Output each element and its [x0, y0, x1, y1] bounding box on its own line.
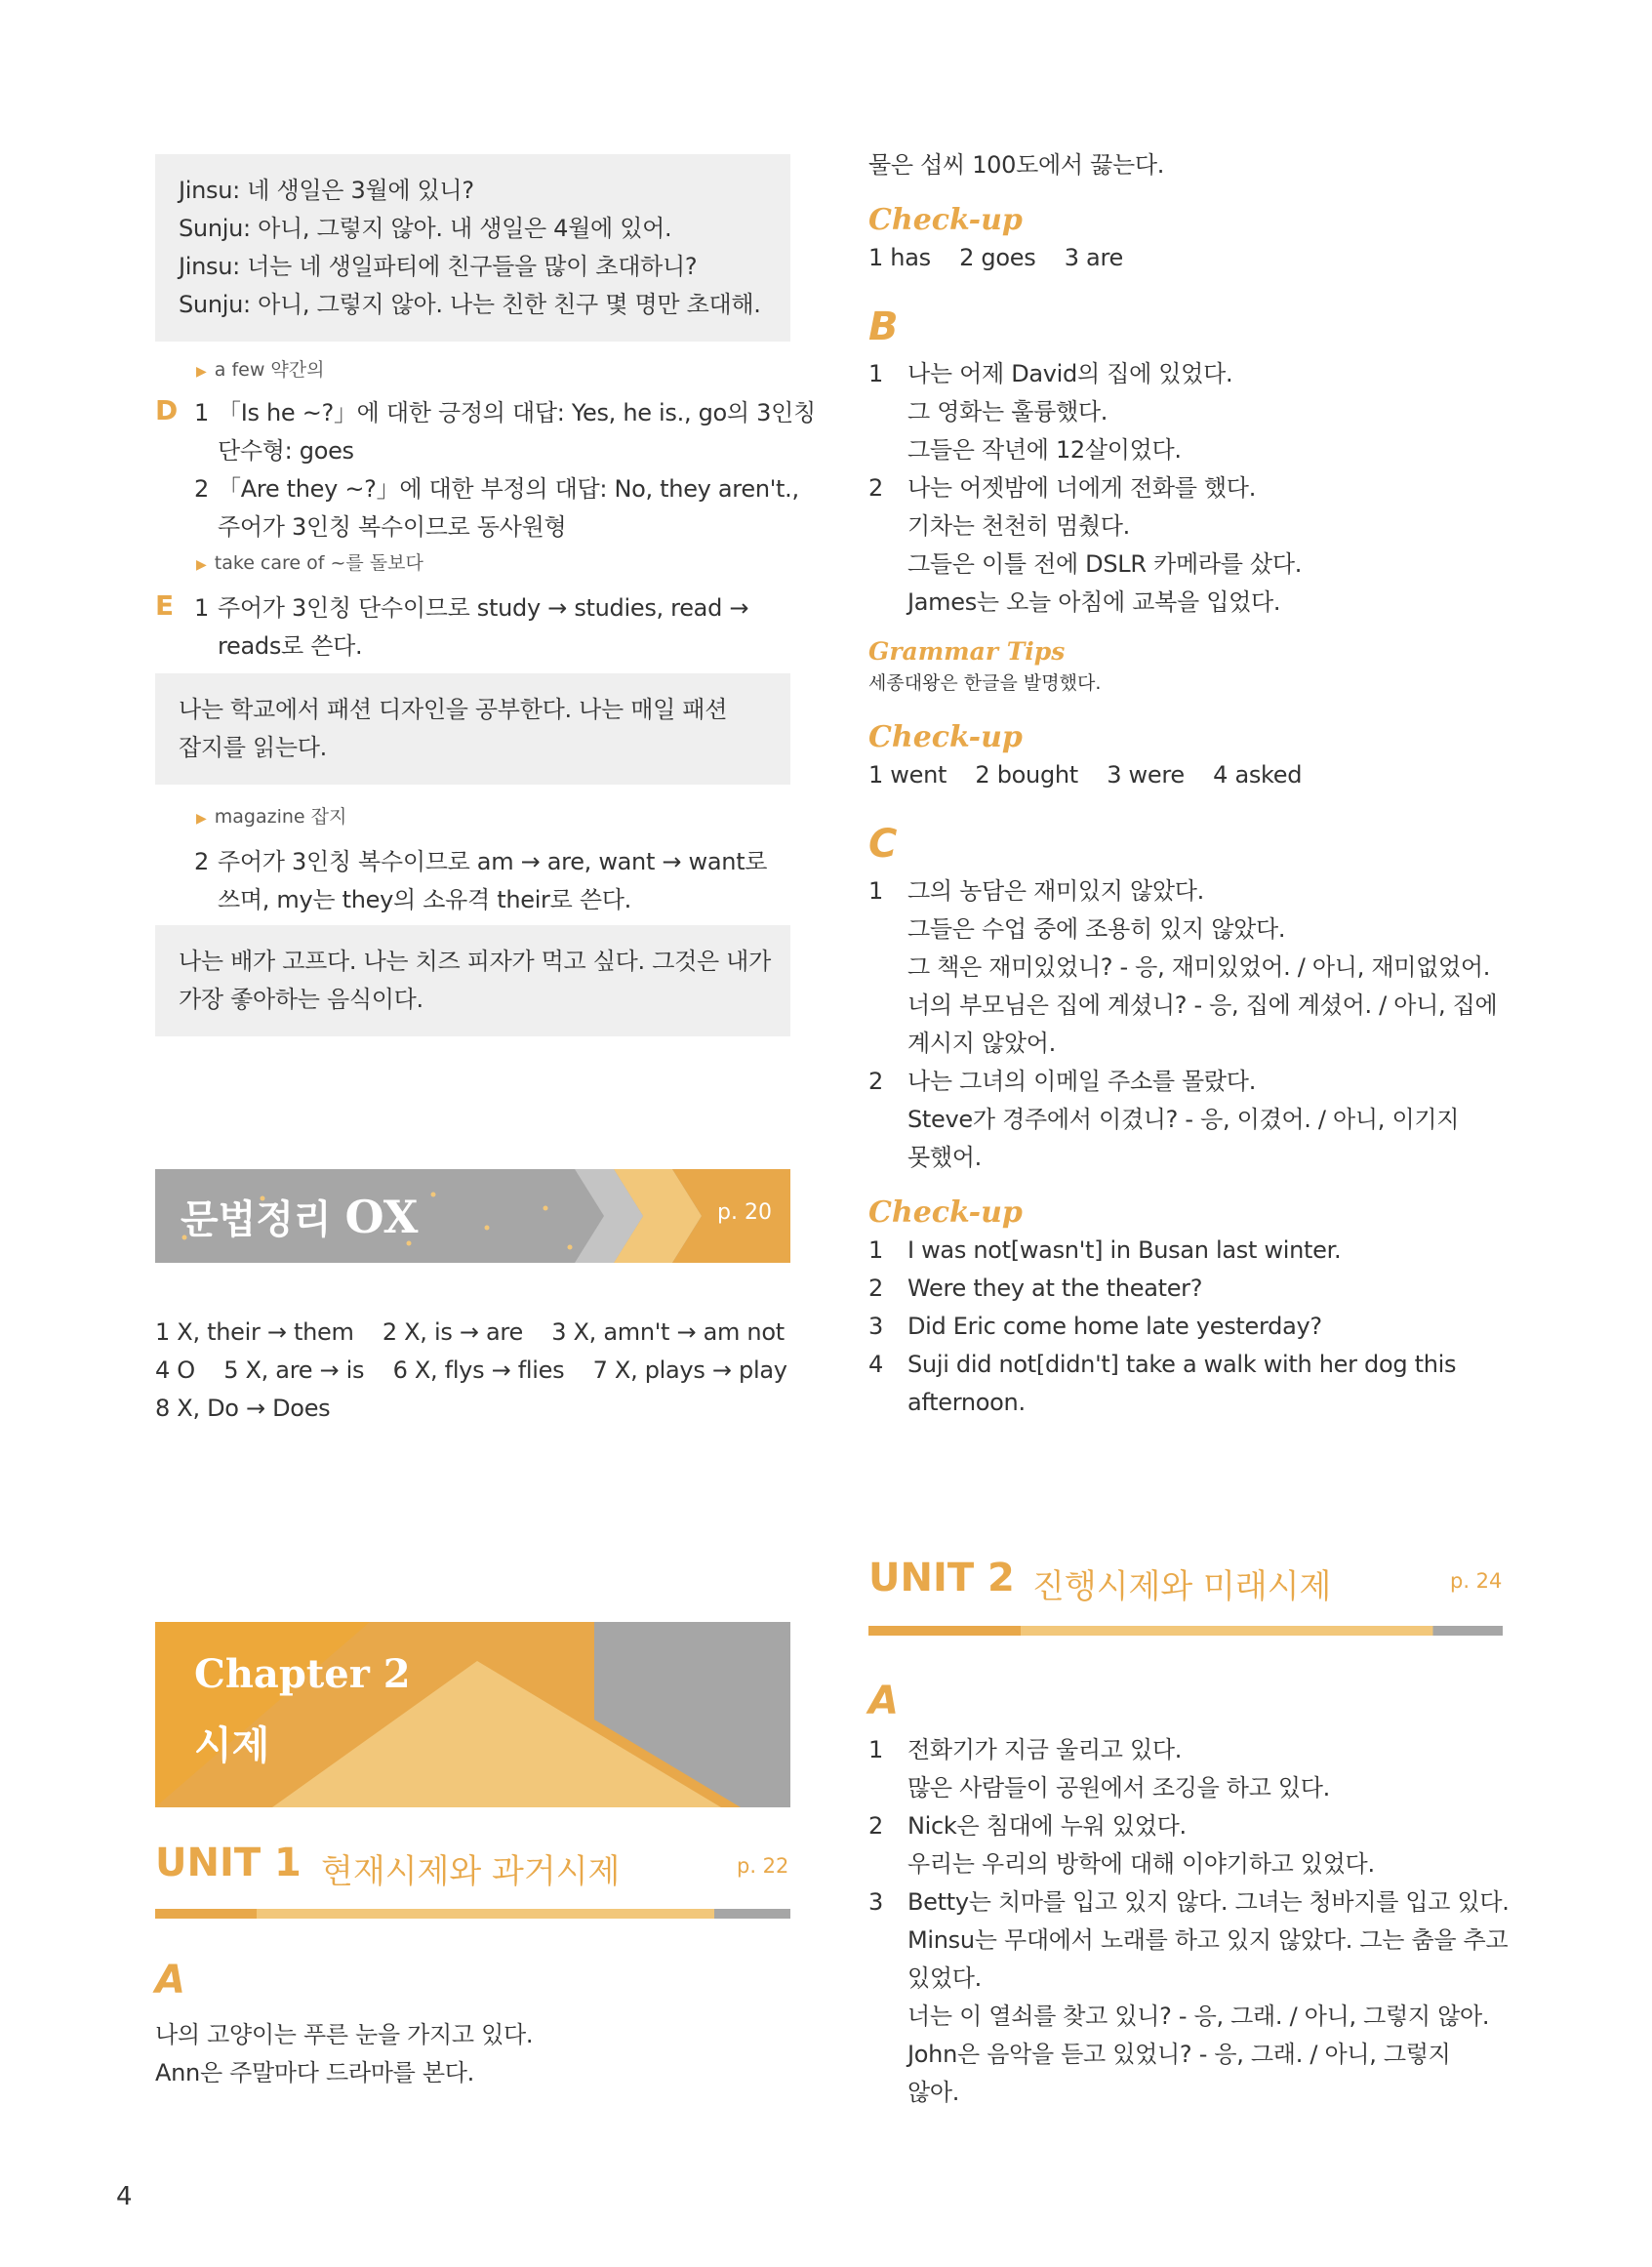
- chapter-subtitle: 시제: [194, 1723, 270, 1768]
- section-letter-d: D: [155, 394, 179, 426]
- answer-line: 물은 섭씨 100도에서 끓는다.: [868, 151, 1165, 179]
- answer-item: 2 Nick은 침대에 누워 있었다. 우리는 우리의 방학에 대해 이야기하고 있었다.: [868, 1812, 1375, 1878]
- unit1-label: UNIT 1: [155, 1841, 302, 1885]
- section-c-answers: [868, 872, 1503, 1177]
- right-column: [868, 146, 1503, 1422]
- triangle-icon: ▶: [196, 364, 207, 380]
- unit1-header: [155, 1841, 790, 1919]
- page-number: 4: [116, 2182, 133, 2211]
- chapter-title: Chapter 2: [194, 1651, 411, 1697]
- ox-label: OX: [344, 1191, 419, 1243]
- dialogue-line: Jinsu: 네 생일은 3월에 있니?: [179, 177, 474, 204]
- unit1-underline: [155, 1909, 790, 1919]
- answer-item: 3 Betty는 치마를 입고 있지 않다. 그녀는 청바지를 입고 있다. Minsu는 무대에서 노래를 하고 있지 않았다. 그는 춤을 추고 있었다. 너는 이 열쇠를 찾고 있니? - 응, 그래. / 아니, 그렇지 않아. John은 음악을 듣고 있었니? - 응, 그래. / 아니, 그렇지 않아.: [868, 1888, 1510, 2106]
- answer-item: 2 주어가 3인칭 복수이므로 am → are, want → want로 쓰며, my는 they의 소유격 their로 쓴다.: [194, 848, 768, 913]
- answer-item: 1 그의 농담은 재미있지 않았다. 그들은 수업 중에 조용히 있지 않았다. 그 책은 재미있었니? - 응, 재미있었어. / 아니, 재미없었어. 너의 부모님은 집에 계셨니? - 응, 집에 계셨어. / 아니, 집에 계시지 않았어.: [868, 877, 1498, 1057]
- unit2-section-a: [868, 1679, 1510, 2112]
- section-letter-c: C: [868, 822, 898, 867]
- chapter-banner: [155, 1622, 790, 1807]
- dialogue-line: Sunju: 아니, 그렇지 않아. 내 생일은 4월에 있어.: [179, 215, 672, 242]
- answer-item: 2 나는 어젯밤에 너에게 전화를 했다. 기차는 천천히 멈췄다. 그들은 이틀 전에 DSLR 카메라를 샀다. James는 오늘 아침에 교복을 입었다.: [868, 474, 1303, 616]
- grammar-tips-text: 세종대왕은 한글을 발명했다.: [868, 672, 1102, 694]
- unit2-underline: [868, 1626, 1503, 1636]
- checkup3-answers: [868, 1232, 1503, 1422]
- checkup-label: Check-up: [868, 203, 1023, 237]
- unit2-label: UNIT 2: [868, 1556, 1015, 1600]
- translation-box: 나는 배가 고프다. 나는 치즈 피자가 먹고 싶다. 그것은 내가 가장 좋아하는 음식이다.: [155, 925, 790, 1036]
- dialogue-line: Jinsu: 너는 네 생일파티에 친구들을 많이 초대하니?: [179, 253, 698, 280]
- unit1-section-a: A 나의 고양이는 푸른 눈을 가지고 있다. Ann은 주말마다 드라마를 본다.: [155, 1958, 790, 2092]
- ox-page-ref: p. 20: [717, 1200, 772, 1225]
- ox-banner: [155, 1169, 790, 1263]
- vocab-note: ▶ take care of ~를 돌보다: [196, 552, 423, 574]
- translation-box: 나는 학교에서 패션 디자인을 공부한다. 나는 매일 패션 잡지를 읽는다.: [155, 673, 790, 785]
- answer-item: 1 주어가 3인칭 단수이므로 study → studies, read → reads로 쓴다.: [194, 594, 749, 660]
- section-letter-b: B: [868, 304, 899, 349]
- answer-item: 2 Were they at the theater?: [868, 1275, 1203, 1302]
- checkup-label: Check-up: [868, 720, 1023, 754]
- unit1-title: 현재시제와 과거시제: [321, 1852, 621, 1891]
- section-b-answers: [868, 355, 1503, 622]
- ox-banner-title: 문법정리 OX: [181, 1191, 419, 1243]
- left-column: [155, 154, 816, 1036]
- vocab-note: ▶ a few 약간의: [196, 359, 325, 381]
- answer-item: 4 Suji did not[didn't] take a walk with her dog this afternoon.: [868, 1351, 1457, 1416]
- checkup-label: Check-up: [868, 1195, 1023, 1230]
- answer-item: 3 Did Eric come home late yesterday?: [868, 1313, 1322, 1340]
- answer-item: 1 나는 어제 David의 집에 있었다. 그 영화는 훌륭했다. 그들은 작년에 12살이었다.: [868, 360, 1233, 464]
- section-letter-a: A: [155, 1958, 185, 2003]
- checkup-answers: 1 went 2 bought 3 were 4 asked: [868, 761, 1303, 789]
- vocab-note: ▶ magazine 잡지: [196, 806, 347, 828]
- answer-item: 2 나는 그녀의 이메일 주소를 몰랐다. Steve가 경주에서 이겼니? - 응, 이겼어. / 아니, 이기지 못했어.: [868, 1068, 1460, 1171]
- triangle-icon: ▶: [196, 811, 207, 827]
- section-letter-e: E: [155, 589, 175, 622]
- dialogue-line: Sunju: 아니, 그렇지 않아. 나는 친한 친구 몇 명만 초대해.: [179, 291, 761, 318]
- triangle-icon: ▶: [196, 557, 207, 573]
- answer-item: 1 「Is he ~?」에 대한 긍정의 대답: Yes, he is., go의 3인칭 단수형: goes: [194, 399, 816, 465]
- answer-item: 2 「Are they ~?」에 대한 부정의 대답: No, they aren't., 주어가 3인칭 복수이므로 동사원형: [194, 475, 799, 541]
- unit2-title: 진행시제와 미래시제: [1032, 1567, 1332, 1606]
- unit2-page-ref: p. 24: [1450, 1569, 1503, 1593]
- checkup-answers: 1 has 2 goes 3 are: [868, 244, 1123, 271]
- answer-item: 1 전화기가 지금 울리고 있다. 많은 사람들이 공원에서 조깅을 하고 있다.: [868, 1736, 1331, 1801]
- ox-answers: 1 X, their → them 2 X, is → are 3 X, amn't → am not 4 O 5 X, are → is 6 X, flys → flies 7 X, plays → play 8 X, Do → Does: [155, 1318, 787, 1422]
- dialogue-box: [155, 154, 790, 342]
- grammar-tips-label: Grammar Tips: [868, 637, 1066, 666]
- section-e: [155, 589, 790, 666]
- section-d: [155, 394, 816, 547]
- answer-item: 1 I was not[wasn't] in Busan last winter.: [868, 1236, 1342, 1264]
- unit1-page-ref: p. 22: [737, 1854, 789, 1878]
- unit2-header: [868, 1556, 1503, 1638]
- section-letter-a: A: [868, 1679, 899, 1723]
